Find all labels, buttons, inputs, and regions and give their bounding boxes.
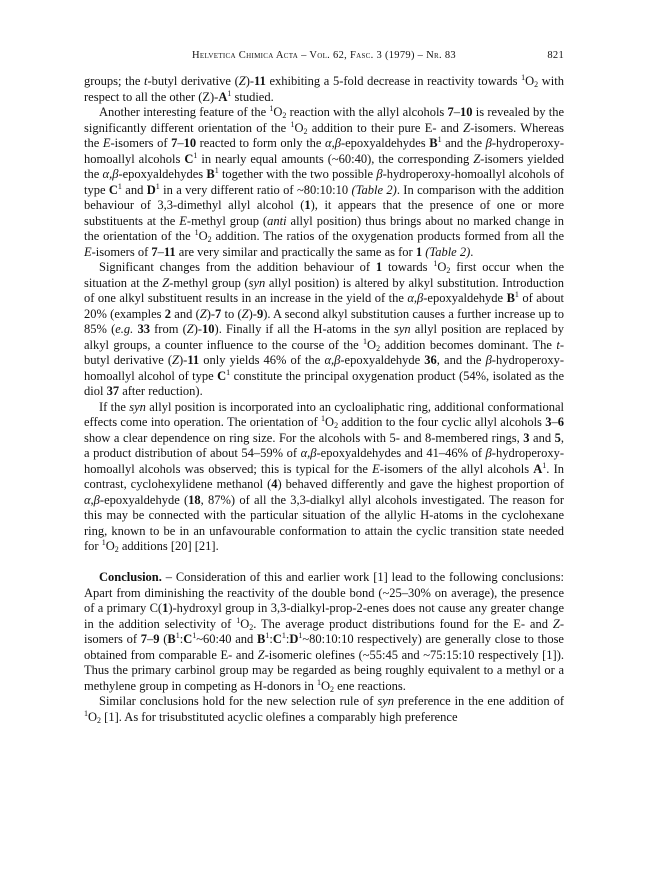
paragraph-continuation: groups; the t-butyl derivative (Z)-11 exhibiting a 5-fold decrease in reactivity towards $^1O_2$ with respect to all the other $(Z)-A^1$ studied. xyxy=(84,73,564,104)
page-number: 821 xyxy=(547,50,564,61)
paragraph-orientation: Another interesting feature of the $^1O_2$ reaction with the allyl alcohols 7–10 is revealed by the significantly different orientation of the $^1O_2$ addition to their pure E- and Z-isomers. Whereas the E-isomers of 7–10 reacted to form only the α,β-epoxyaldehydes $B^1$ and the β-hydroperoxy-homoallyl alcohols $C^1$ in nearly equal amounts (~60:40), the corresponding Z-isomers yielded the α,β-epoxyaldehydes $B^1$ together with the two possible β-hydroperoxy-homoallyl alcohols of type $C^1$ and $D^1$ in a very different ratio of ~80:10:10 (Table 2). In comparison with the addition behaviour of 3,3-dimethyl allyl alcohol (1), it appears that the presence of one or more substituents at the E-methyl group (anti allyl position) thus brings about no marked change in the orientation of the $^1O_2$ addition. The ratios of the oxygenation products formed from all the E-isomers of 7–11 are very similar and practically the same as for 1 (Table 2). xyxy=(84,104,565,259)
article-body xyxy=(84,74,564,725)
paragraph-syn-substitution: Significant changes from the addition behaviour of 1 towards $^1O_2$ first occur when the situation at the Z-methyl group (syn allyl position) is altered by alkyl substitution. Introduction of one alkyl substituent results in an increase in the yield of the α,β-epoxyaldehyde $B^1$ of about 20% (examples 2 and (Z)-7 to (Z)-9). A second alkyl substitution causes a further increase up to 85% (e.g. 33 from (Z)-10). Finally if all the H-atoms in the syn allyl position are replaced by alkyl groups, a counter influence to the course of the $^1O_2$ addition becomes dominant. The t-butyl derivative (Z)-11 only yields 46% of the α,β-epoxyaldehyde 36, and the β-hydroperoxy-homoallyl alcohol of type $C^1$ constitute the principal oxygenation product (54%, isolated as the diol 37 after reduction). xyxy=(84,259,565,398)
running-header xyxy=(84,50,564,64)
paragraph-cyclic-alcohols: If the syn allyl position is incorporated into an cycloaliphatic ring, additional conformational effects come into operation. The orientation of $^1O_2$ addition to the four cyclic allyl alcohols 3–6 show a clear dependence on ring size. For the alcohols with 5- and 8-membered rings, 3 and 5, a product distribution of about 54–59% of α,β-epoxyaldehydes and 41–46% of β-hydroperoxy-homoallyl alcohols was observed; this is typical for the E-isomers of the allyl alcohols $A^1$. In contrast, cyclohexylidene methanol (4) behaved differently and gave the highest proportion of α,β-epoxyaldehyde (18, 87%) of all the 3,3-dialkyl allyl alcohols investigated. The reason for this may be connected with the particular situation of the allylic H-atoms in the cyclohexane ring, known to be in an unfavourable conformation to attain the cyclic transition state needed for $^1O_2$ additions [20] [21]. xyxy=(84,399,565,554)
paragraph-conclusion: Conclusion. – Consideration of this and earlier work [1] lead to the following conclusions: Apart from diminishing the reactivity of the double bond (~25–30% on average), the presence of a primary C(1)-hydroxyl group in 3,3-dialkyl-prop-2-enes does not cause any greater change in the addition selectivity of $^1O_2$. The average product distributions found for the E- and Z-isomers of 7–9 ($B^1:C^1\sim 60:40$ and $B^1:C^1:D^1\sim 80:10:10$ respectively) are generally close to those obtained from comparable E- and Z-isomeric olefines (~55:45 and ~75:15:10 respectively [1]). Thus the primary carbinol group may be regarded as being roughly equivalent to a methyl or a methylene group in competing as H-donors in $^1O_2$ ene reactions. xyxy=(84,570,564,694)
journal-title: Helvetica Chimica Acta – Vol. 62, Fasc. 3 (1979) – Nr. 83 xyxy=(192,50,456,61)
paragraph-syn-rule: Similar conclusions hold for the new selection rule of syn preference in the ene addition of $^1O_2$ [1]. As for trisubstituted acyclic olefines a comparably high preference xyxy=(84,694,564,725)
